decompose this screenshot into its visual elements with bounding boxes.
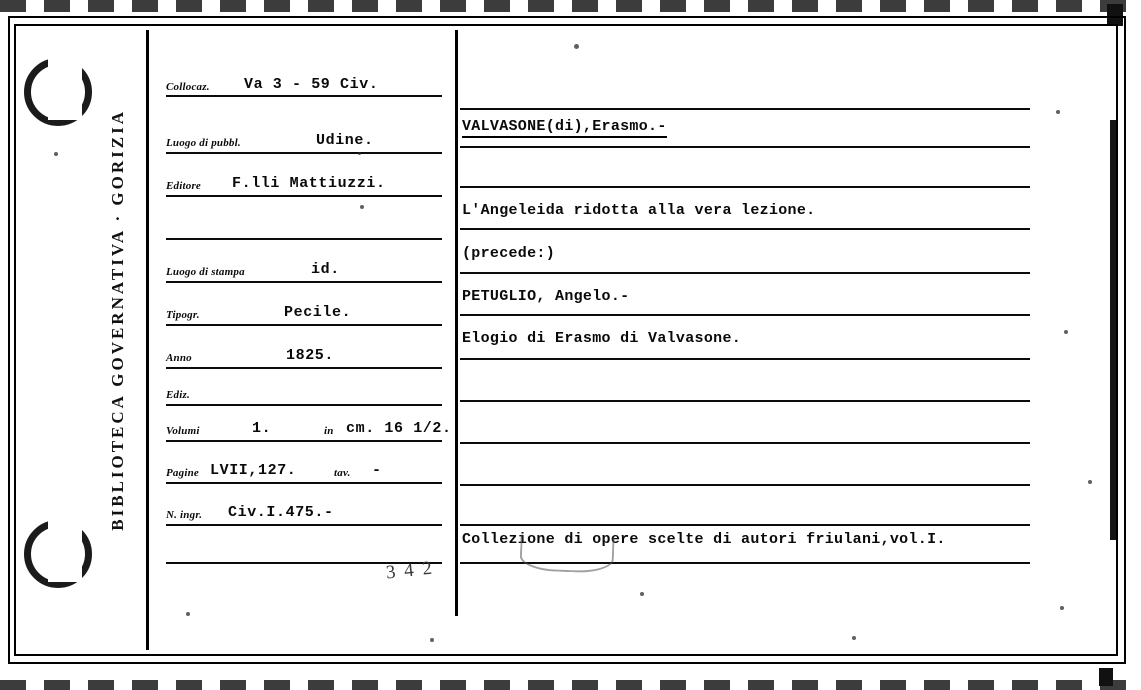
rule-left-2 xyxy=(166,152,442,154)
rule-left-9 xyxy=(166,440,442,442)
scan-speck xyxy=(1060,606,1064,610)
rule-right-3 xyxy=(460,186,1030,188)
scan-speck xyxy=(574,44,579,49)
entry-precede-note: (precede:) xyxy=(462,245,556,262)
scan-speck xyxy=(430,638,434,642)
scan-speck xyxy=(358,152,361,155)
field-label-volumi: Volumi xyxy=(166,425,200,437)
rule-left-6 xyxy=(166,324,442,326)
field-luogo-stampa xyxy=(166,243,446,281)
rule-left-5 xyxy=(166,281,442,283)
field-value-volumi: 1. xyxy=(252,420,272,437)
rule-right-10 xyxy=(460,484,1030,486)
field-value-tavole: - xyxy=(372,462,382,479)
rule-right-1 xyxy=(460,108,1030,110)
punch-hole-top-mask xyxy=(48,50,82,120)
pencil-annotation: 3 4 2 xyxy=(384,557,435,584)
rule-right-4 xyxy=(460,228,1030,230)
field-volumi xyxy=(166,406,452,440)
rule-left-7 xyxy=(166,367,442,369)
field-label-edizione: Ediz. xyxy=(166,389,190,401)
film-edge-bottom xyxy=(0,680,1141,690)
scan-speck xyxy=(1088,480,1092,484)
scan-speck xyxy=(1056,110,1060,114)
field-label-pagine: Pagine xyxy=(166,467,199,479)
field-label-collocazione: Collocaz. xyxy=(166,81,210,93)
field-label-tipografo: Tipogr. xyxy=(166,309,200,321)
entry-series-note: Collezione di opere scelte di autori friulani,vol.I. xyxy=(462,531,946,548)
field-label-volumi-in: in xyxy=(324,425,334,437)
field-numero-ingresso xyxy=(166,490,446,524)
rule-left-11 xyxy=(166,524,442,526)
scan-speck xyxy=(1064,330,1068,334)
rule-right-11 xyxy=(460,524,1030,526)
field-label-anno: Anno xyxy=(166,352,192,364)
field-edizione xyxy=(166,370,446,404)
field-value-luogo-pubblicazione: Udine. xyxy=(316,132,374,149)
field-label-luogo-stampa: Luogo di stampa xyxy=(166,266,245,278)
entry-title: L'Angeleida ridotta alla vera lezione. xyxy=(462,202,816,219)
field-label-editore: Editore xyxy=(166,180,202,192)
field-anno xyxy=(166,329,446,367)
field-value-collocazione: Va 3 - 59 Civ. xyxy=(244,76,379,93)
field-editore xyxy=(166,157,446,195)
punch-hole-bottom-mask xyxy=(48,512,82,582)
rule-right-9 xyxy=(460,442,1030,444)
scan-speck xyxy=(54,152,58,156)
field-label-tavole: tav. xyxy=(334,467,351,479)
field-pagine xyxy=(166,448,446,482)
scan-speck xyxy=(640,592,644,596)
film-marker-bottom-right xyxy=(1099,668,1113,686)
entry-author-heading xyxy=(462,118,667,135)
vertical-rule-middle xyxy=(455,30,458,616)
field-collocazione xyxy=(166,58,446,96)
field-value-pagine: LVII,127. xyxy=(210,462,297,479)
field-label-numero-ingresso: N. ingr. xyxy=(166,509,203,521)
library-stamp xyxy=(98,40,138,600)
pencil-stroke xyxy=(519,534,614,573)
rule-right-5 xyxy=(460,272,1030,274)
rule-left-4 xyxy=(166,238,442,240)
field-label-luogo-pubblicazione: Luogo di pubbl. xyxy=(166,137,241,149)
scan-speck xyxy=(186,612,190,616)
rule-left-3 xyxy=(166,195,442,197)
library-stamp-text: BIBLIOTECA GOVERNATIVA · GORIZIA xyxy=(108,109,127,531)
rule-right-2 xyxy=(460,146,1030,148)
rule-left-10 xyxy=(166,482,442,484)
field-value-editore: F.lli Mattiuzzi. xyxy=(232,175,386,192)
scan-speck xyxy=(360,205,364,209)
rule-right-6 xyxy=(460,314,1030,316)
field-value-anno: 1825. xyxy=(286,347,335,364)
field-value-tipografo: Pecile. xyxy=(284,304,352,321)
entry-secondary-title: Elogio di Erasmo di Valvasone. xyxy=(462,330,742,347)
film-edge-top xyxy=(0,0,1141,12)
rule-right-7 xyxy=(460,358,1030,360)
field-luogo-pubblicazione xyxy=(166,114,446,152)
rule-right-8 xyxy=(460,400,1030,402)
entry-secondary-author: PETUGLIO, Angelo.- xyxy=(462,288,630,305)
entry-author-heading-text: VALVASONE(di),Erasmo.- xyxy=(462,118,667,138)
vertical-rule-left xyxy=(146,30,149,650)
field-value-numero-ingresso: Civ.I.475.- xyxy=(228,504,334,521)
field-value-luogo-stampa: id. xyxy=(311,261,340,278)
field-value-volumi-formato: cm. 16 1/2. xyxy=(346,420,452,437)
field-tipografo xyxy=(166,286,446,324)
scan-speck xyxy=(852,636,856,640)
